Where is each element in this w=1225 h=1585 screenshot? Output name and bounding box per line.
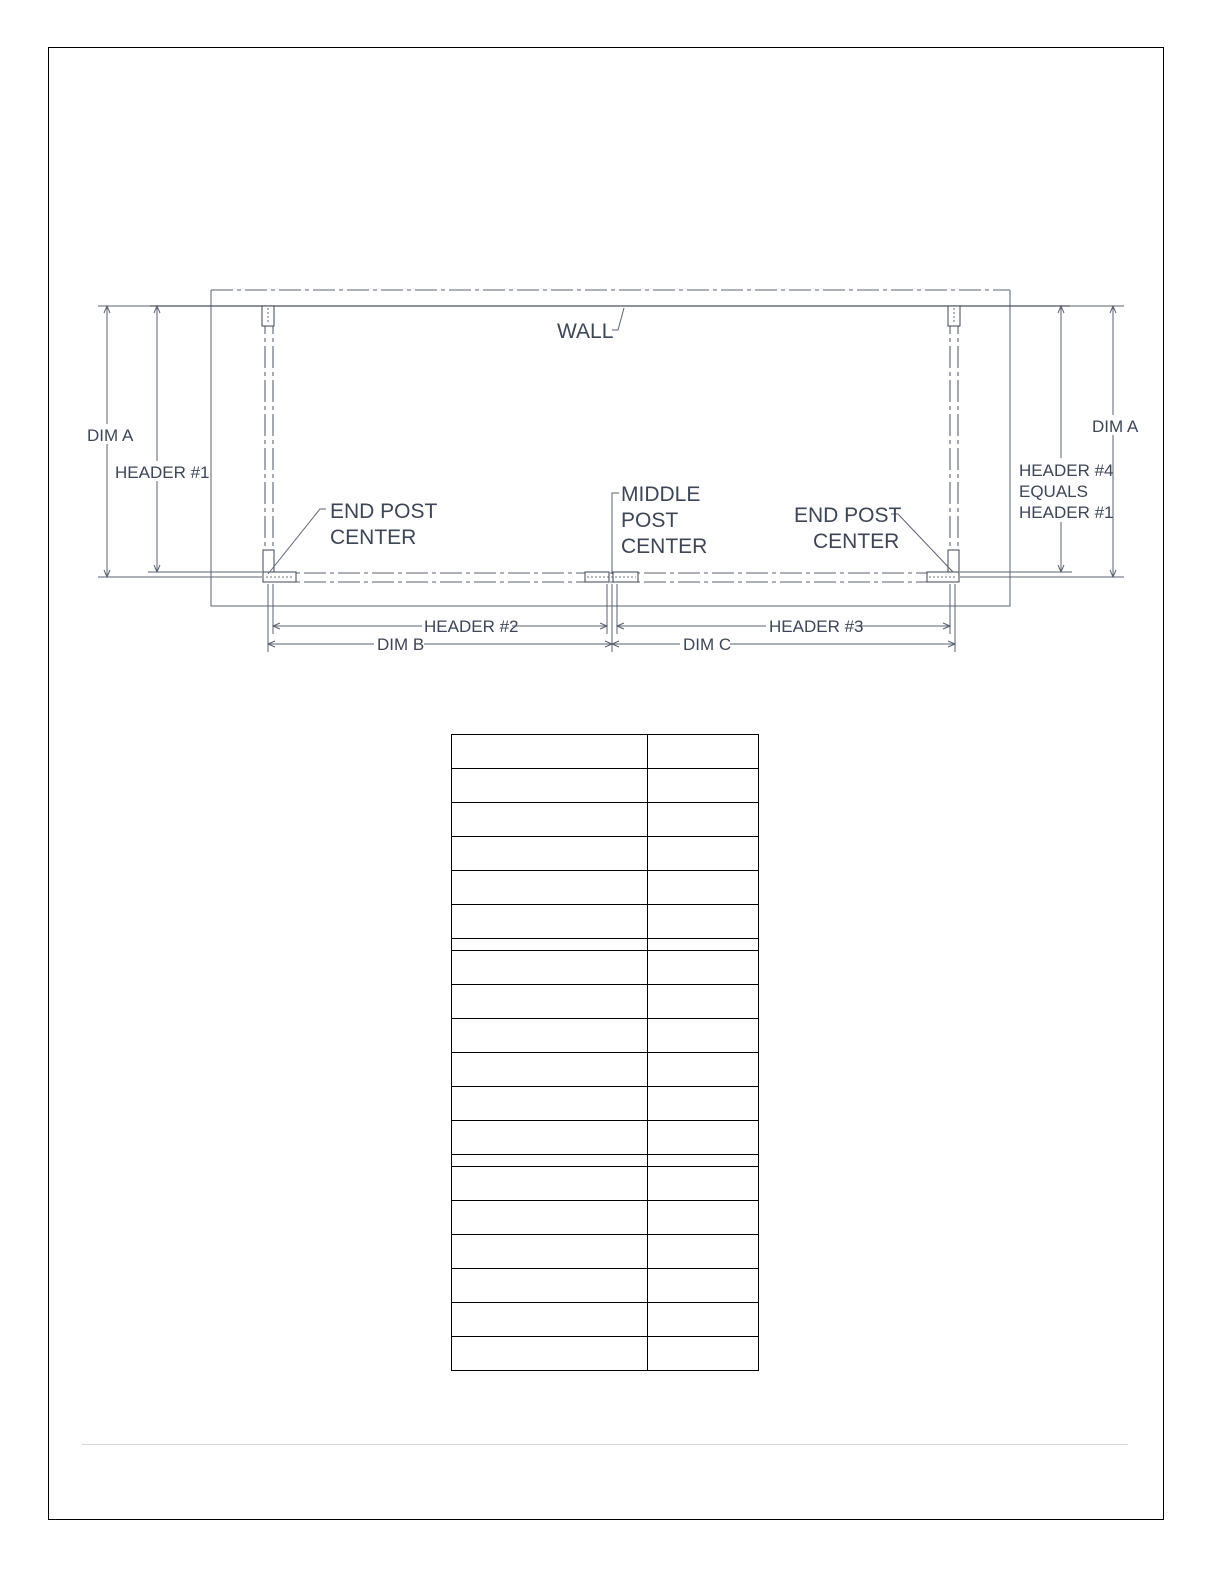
header-4-label-line-3: HEADER #1 <box>1019 503 1114 522</box>
table-row <box>452 1155 759 1167</box>
dim-b-label: DIM B <box>377 635 425 654</box>
table-row <box>452 803 759 837</box>
header-4-label-line-1: HEADER #4 <box>1019 461 1114 480</box>
table-cell-item <box>452 1235 648 1269</box>
table-row <box>452 1337 759 1371</box>
table-cell-value <box>648 1019 759 1053</box>
table-cell-value <box>648 1087 759 1121</box>
table-row <box>452 769 759 803</box>
table-row <box>452 837 759 871</box>
table-cell-item <box>452 939 648 951</box>
table-cell-item <box>452 951 648 985</box>
end-post-right-label-line-2: CENTER <box>813 530 900 553</box>
table-row <box>452 1053 759 1087</box>
table-cell-item <box>452 1303 648 1337</box>
dimension-schedule-table <box>451 734 759 1371</box>
table-row <box>452 985 759 1019</box>
table-cell-value <box>648 871 759 905</box>
table-cell-item <box>452 1155 648 1167</box>
middle-post-label-line-3: CENTER <box>621 535 708 558</box>
middle-post-leader <box>612 493 619 574</box>
header-3-label: HEADER #3 <box>769 617 864 636</box>
table-cell-value <box>648 1269 759 1303</box>
table-cell-item <box>452 1087 648 1121</box>
table-row <box>452 1235 759 1269</box>
table-cell-value <box>648 803 759 837</box>
table-cell-item <box>452 871 648 905</box>
table-cell-item <box>452 769 648 803</box>
end-post-right-label-line-1: END POST <box>794 504 902 527</box>
header-4-label-line-2: EQUALS <box>1019 482 1088 501</box>
table-cell-value <box>648 1155 759 1167</box>
end-post-left-label-line-1: END POST <box>330 500 438 523</box>
table-cell-value <box>648 951 759 985</box>
table-cell-item <box>452 1337 648 1371</box>
footer-rule <box>82 1444 1128 1445</box>
table-row <box>452 735 759 769</box>
table-cell-item <box>452 803 648 837</box>
dim-a-right-label: DIM A <box>1092 417 1139 436</box>
table-cell-item <box>452 1053 648 1087</box>
table-cell-value <box>648 1167 759 1201</box>
table-cell-item <box>452 985 648 1019</box>
middle-post-label-line-1: MIDDLE <box>621 483 701 506</box>
table-cell-value <box>648 1235 759 1269</box>
table-cell-item <box>452 1121 648 1155</box>
middle-post-label-line-2: POST <box>621 509 679 532</box>
header-2-label: HEADER #2 <box>424 617 519 636</box>
pergola-plan-drawing <box>0 0 1225 720</box>
table-cell-value <box>648 769 759 803</box>
table-row <box>452 1019 759 1053</box>
table-cell-value <box>648 1201 759 1235</box>
table-cell-value <box>648 1303 759 1337</box>
table-row <box>452 1087 759 1121</box>
table-cell-item <box>452 1019 648 1053</box>
table-cell-value <box>648 939 759 951</box>
table-cell-value <box>648 1053 759 1087</box>
table-row <box>452 1167 759 1201</box>
dimension-schedule-body <box>452 735 759 1371</box>
dim-a-left-label: DIM A <box>87 426 134 445</box>
table-cell-value <box>648 905 759 939</box>
table-cell-item <box>452 1167 648 1201</box>
table-cell-item <box>452 837 648 871</box>
table-row <box>452 905 759 939</box>
table-row <box>452 1269 759 1303</box>
wall-leader <box>612 308 624 330</box>
table-cell-item <box>452 905 648 939</box>
header-1-label: HEADER #1 <box>115 463 210 482</box>
table-row <box>452 951 759 985</box>
table-row <box>452 1303 759 1337</box>
table-cell-value <box>648 985 759 1019</box>
table-row <box>452 939 759 951</box>
table-cell-item <box>452 735 648 769</box>
table-cell-value <box>648 1337 759 1371</box>
table-cell-value <box>648 837 759 871</box>
dim-c-label: DIM C <box>683 635 732 654</box>
table-row <box>452 1121 759 1155</box>
table-cell-item <box>452 1201 648 1235</box>
end-post-left-leader <box>268 509 326 574</box>
table-cell-item <box>452 1269 648 1303</box>
table-row <box>452 871 759 905</box>
end-post-left-label-line-2: CENTER <box>330 526 417 549</box>
table-row <box>452 1201 759 1235</box>
table-cell-value <box>648 1121 759 1155</box>
table-cell-value <box>648 735 759 769</box>
wall-label: WALL <box>557 320 614 343</box>
